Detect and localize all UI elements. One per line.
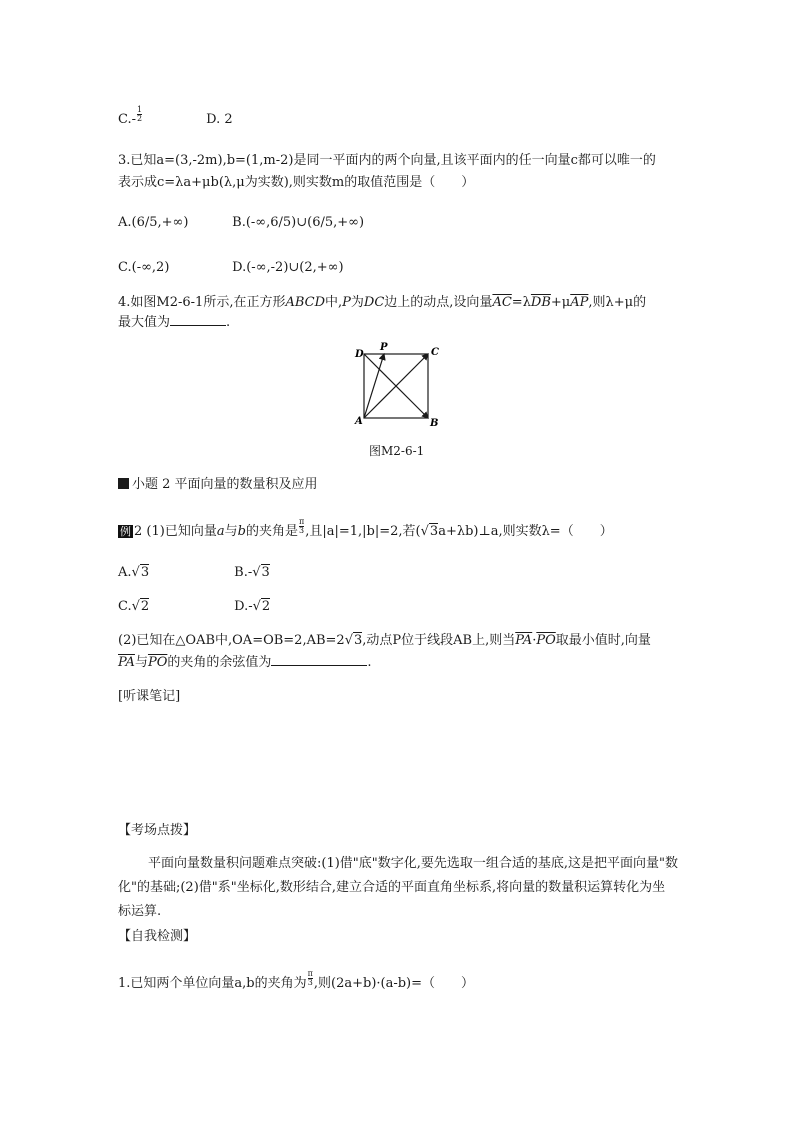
q4-line1: 4.如图M2-6-1所示,在正方形ABCD中,P为DC边上的动点,设向量$\overline{AC}=\lambda\overline{DB}+\mu\overline{AP}$,则λ+μ的	[118, 295, 647, 310]
ex2-part2-line1: (2)已知在△OAB中,OA=OB=2,AB=2√3,动点P位于线段AB上,则当$\overline{PA}\cdot\overline{PO}$取最小值时,向量	[118, 633, 651, 648]
ex2-option-d: D.-√2	[234, 599, 271, 614]
q3-option-a: A.(6/5,+∞)	[118, 215, 189, 230]
label-b: B	[430, 418, 439, 429]
section-title: 小题 2 平面向量的数量积及应用	[118, 474, 318, 496]
tips-body: 平面向量数量积问题难点突破:(1)借"底"数字化,要先选取一组合适的基底,这是把平面向量"数化"的基础;(2)借"系"坐标化,数形结合,建立合适的平面直角坐标系,将向量的数量积运算转化为坐标运算.	[118, 856, 678, 919]
answer-blank	[170, 312, 226, 326]
q4-line2: 最大值为 .	[118, 312, 230, 334]
notes-label: [听课笔记]	[118, 689, 181, 704]
label-c: C	[431, 347, 439, 358]
q3-option-b: B.(-∞,6/5)∪(6/5,+∞)	[232, 215, 365, 230]
vector-ap: $\overline{AP}$	[570, 295, 589, 310]
q3-options-row2	[118, 257, 344, 279]
answer-blank	[271, 652, 367, 666]
square-figure	[348, 340, 448, 435]
ex2-part2-line2: $\overline{PA}$与$\overline{PO}$的夹角的余弦值为 .	[118, 652, 372, 674]
tips-title: 【考场点拨】	[118, 823, 197, 838]
option-c: C.- $\frac{1}{2}$	[118, 105, 143, 127]
ex2-option-a: A.√3	[118, 565, 150, 580]
q3-options-row1	[118, 212, 364, 234]
fraction: $\frac{1}{2}$	[137, 105, 143, 123]
label-p: P	[380, 342, 388, 353]
example-badge: 例	[120, 525, 131, 538]
prev-options	[118, 106, 233, 131]
q3-option-c: C.(-∞,2)	[118, 260, 170, 275]
flag-icon	[118, 478, 129, 489]
vector-ac: $\overline{AC}$	[492, 295, 512, 310]
ex2-part1: 例 2 (1)已知向量a与b的夹角是 $\frac{\pi}{3}$ ,且|a|=1,|b|=2,若(√3a+λb)⊥a,则实数λ=（ ）	[118, 518, 613, 543]
ex2-option-b: B.-√3	[234, 565, 270, 580]
pi-fraction: $\frac{\pi}{3}$	[307, 969, 313, 987]
sqrt: √3	[420, 524, 439, 539]
ex2-option-c: C.√2	[118, 599, 150, 614]
option-d: D. 2	[206, 112, 233, 127]
pi-fraction: $\frac{\pi}{3}$	[298, 517, 305, 535]
ex2-options-row2	[118, 596, 270, 618]
selfcheck-q1: 1.已知两个单位向量a,b的夹角为 $\frac{\pi}{3}$ ,则(2a+b)·(a-b)=（ ）	[118, 969, 475, 991]
q3-line1: 3.已知a=(3,-2m),b=(1,m-2)是同一平面内的两个向量,且该平面内的任一向量c都可以唯一的	[118, 153, 656, 168]
label-d: D	[355, 349, 364, 360]
figure-caption: 图M2-6-1	[369, 444, 425, 458]
q3-line2: 表示成c=λa+μb(λ,μ为实数),则实数m的取值范围是（ ）	[118, 175, 475, 190]
q3-option-d: D.(-∞,-2)∪(2,+∞)	[232, 260, 344, 275]
ex2-options-row1	[118, 562, 270, 584]
label-a: A	[355, 416, 363, 427]
selfcheck-title: 【自我检测】	[118, 929, 197, 944]
vector-db: $\overline{DB}$	[530, 295, 551, 310]
